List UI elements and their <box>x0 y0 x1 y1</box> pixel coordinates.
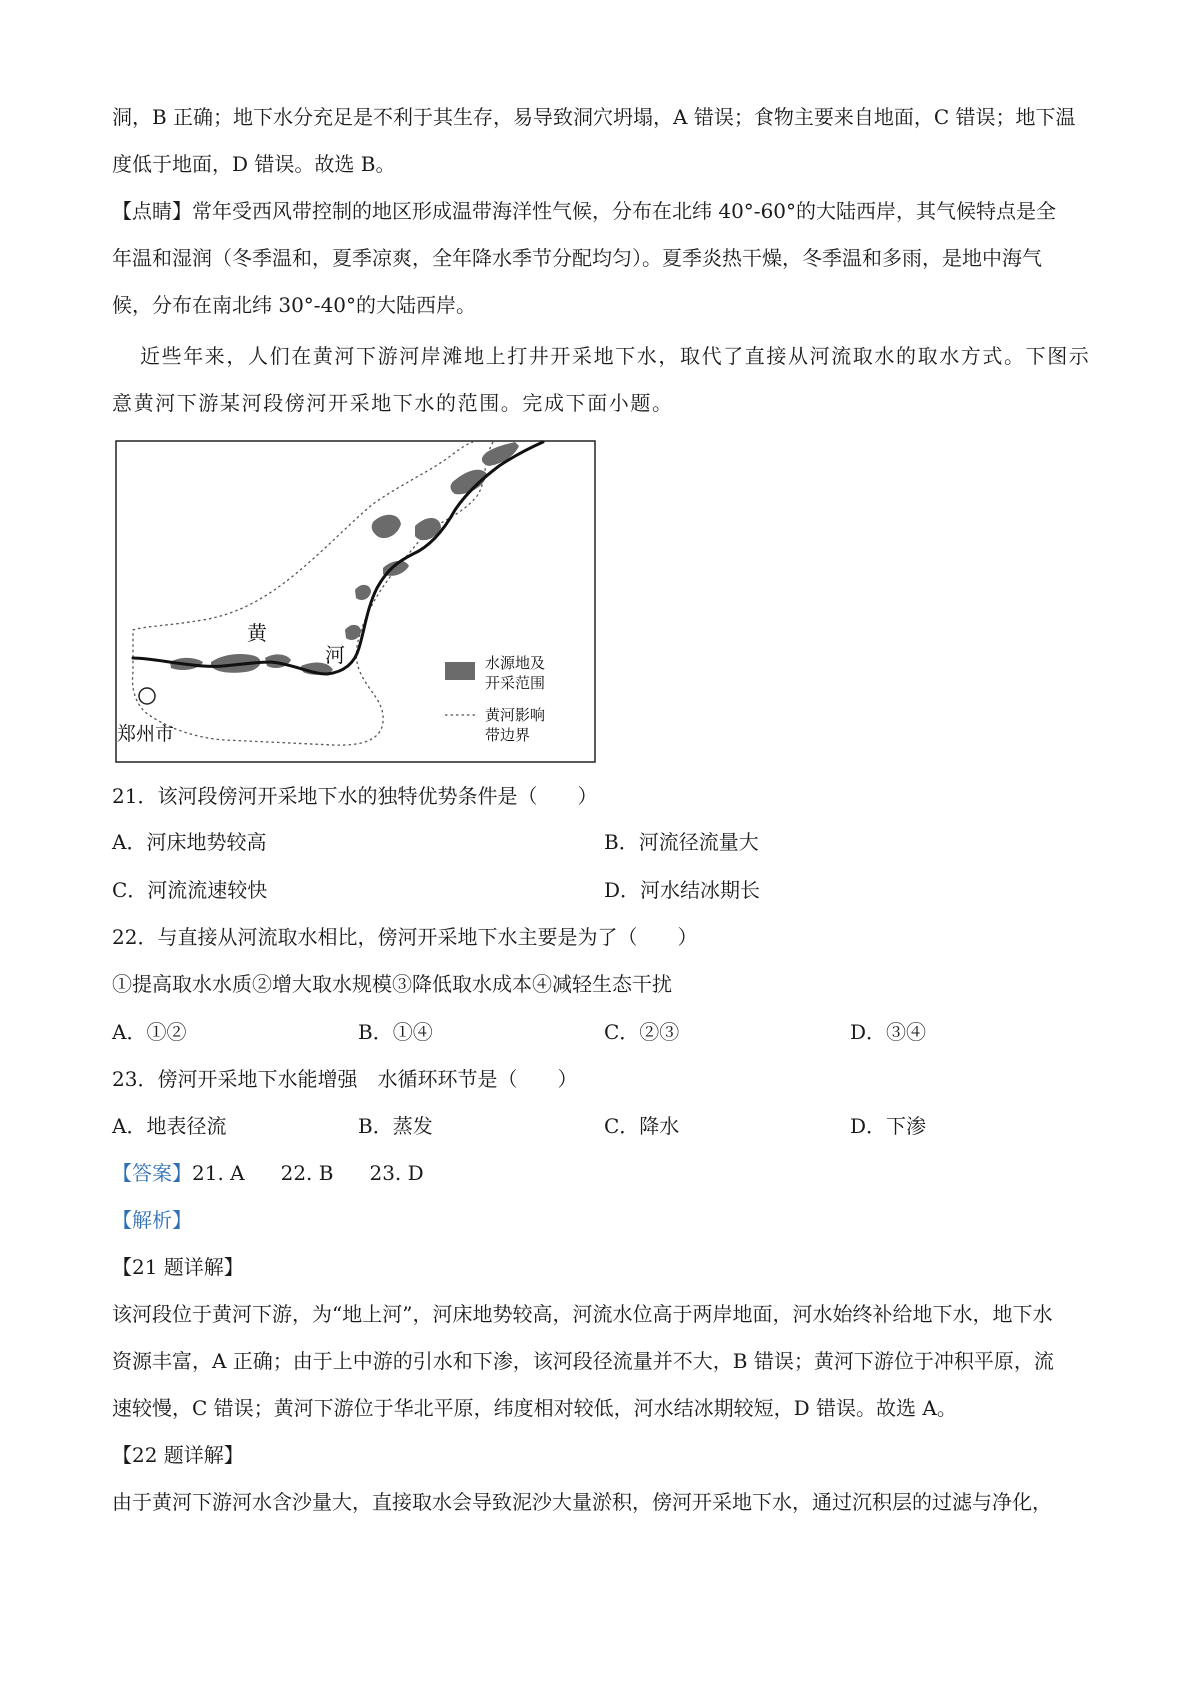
q23-option-a: A．地表径流 <box>112 1114 227 1138</box>
tip-line-2: 年温和湿润（冬季温和，夏季凉爽，全年降水季节分配均匀）。夏季炎热干燥，冬季温和多雨，是地中海气 <box>112 246 1042 270</box>
tip-line-3: 候，分布在南北纬 30°-40°的大陆西岸。 <box>112 293 477 317</box>
detail-21-line-2: 资源丰富，A 正确；由于上中游的引水和下渗，该河段径流量并不大，B 错误；黄河下游位于冲积平原，流 <box>112 1349 1054 1373</box>
q23-option-d: D．下渗 <box>850 1114 927 1138</box>
tip-tag: 【点睛】 <box>112 199 192 223</box>
detail-21-line-1: 该河段位于黄河下游，为“地上河”，河床地势较高，河流水位高于两岸地面，河水始终补给地下水，地下水 <box>112 1302 1053 1326</box>
legend-boundary-label-1: 黄河影响 <box>485 706 546 724</box>
q22-option-d: D．③④ <box>850 1020 927 1044</box>
answer-tag: 【答案】 <box>112 1161 192 1185</box>
detail-22-title: 【22 题详解】 <box>112 1443 244 1467</box>
river-label-he: 河 <box>325 643 345 667</box>
answer-line <box>112 1159 424 1187</box>
q22-option-c: C．②③ <box>604 1020 680 1044</box>
legend-source-label-2: 开采范围 <box>485 674 546 692</box>
analysis-tag: 【解析】 <box>112 1208 192 1232</box>
intro-line-2: 度低于地面，D 错误。故选 B。 <box>112 152 396 176</box>
q23-option-b: B．蒸发 <box>358 1114 433 1138</box>
river-label-huang: 黄 <box>247 621 267 645</box>
intro-line-1: 洞，B 正确；地下水分充足是不利于其生存，易导致洞穴坍塌，A 错误；食物主要来自地面，C 错误；地下温 <box>112 105 1076 129</box>
q21-option-c: C．河流流速较快 <box>112 878 268 902</box>
q21-option-b: B．河流径流量大 <box>604 830 759 854</box>
q22-option-a: A．①② <box>112 1020 187 1044</box>
answer-22: 22. B <box>280 1161 334 1185</box>
context-line-2: 意黄河下游某河段傍河开采地下水的范围。完成下面小题。 <box>112 391 674 415</box>
question-22-stem: 22．与直接从河流取水相比，傍河开采地下水主要是为了（ ） <box>112 925 698 949</box>
question-21-stem: 21．该河段傍河开采地下水的独特优势条件是（ ） <box>112 784 598 808</box>
legend-source-swatch <box>445 662 475 680</box>
zhengzhou-city-marker <box>139 688 155 704</box>
city-label: 郑州市 <box>117 723 175 745</box>
question-22-choices: ①提高取水水质②增大取水规模③降低取水成本④减轻生态干扰 <box>112 972 672 996</box>
legend-source-label-1: 水源地及 <box>485 654 546 672</box>
q21-option-d: D．河水结冰期长 <box>604 878 761 902</box>
yellow-river-map <box>115 440 597 764</box>
legend-boundary-label-2: 带边界 <box>485 726 531 744</box>
answer-23: 23. D <box>369 1161 424 1185</box>
context-line-1: 近些年来，人们在黄河下游河岸滩地上打井开采地下水，取代了直接从河流取水的取水方式。下图示 <box>140 344 1091 368</box>
question-23-stem: 23．傍河开采地下水能增强 水循环环节是（ ） <box>112 1067 578 1091</box>
detail-21-title: 【21 题详解】 <box>112 1255 244 1279</box>
detail-21-line-3: 速较慢，C 错误；黄河下游位于华北平原，纬度相对较低，河水结冰期较短，D 错误。故选 A。 <box>112 1396 957 1420</box>
answer-21: 21. A <box>192 1161 245 1185</box>
q21-option-a: A．河床地势较高 <box>112 830 267 854</box>
q22-option-b: B．①④ <box>358 1020 433 1044</box>
detail-22-line-1: 由于黄河下游河水含沙量大，直接取水会导致泥沙大量淤积，傍河开采地下水，通过沉积层的过滤与净化， <box>112 1490 1052 1514</box>
q23-option-c: C．降水 <box>604 1114 680 1138</box>
tip-line-1: 【点睛】常年受西风带控制的地区形成温带海洋性气候，分布在北纬 40°-60°的大陆西岸，其气候特点是全 <box>112 199 1057 223</box>
